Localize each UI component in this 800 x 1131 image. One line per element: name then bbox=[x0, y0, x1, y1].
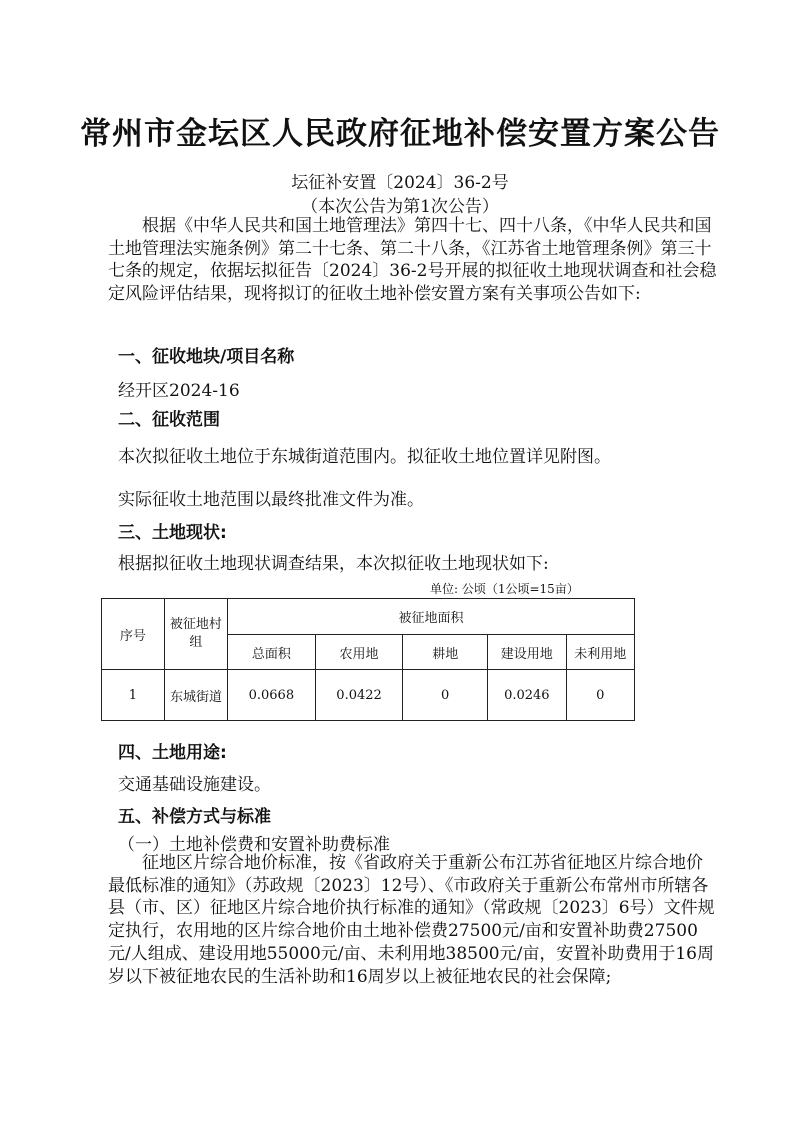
section-3-body: 根据拟征收土地现状调查结果，本次拟征收土地现状如下: bbox=[118, 554, 549, 574]
header-unused-land: 未利用地 bbox=[566, 635, 634, 670]
cell-total-area: 0.0668 bbox=[228, 670, 316, 721]
header-village-group bbox=[164, 599, 227, 670]
section-5-heading: 五、补偿方式与标准 bbox=[118, 807, 271, 827]
cell-farmland: 0.0422 bbox=[315, 670, 403, 721]
section-4-body: 交通基础设施建设。 bbox=[118, 775, 271, 795]
section-5-body: 征地区片综合地价标准，按《省政府关于重新公布江苏省征地区片综合地价最低标准的通知》（苏政规〔2023〕12号）、《市政府关于重新公布常州市所辖各县（市、区）征地区片综合地价执行标准的通知》（常政规〔2023〕6号）文件规定执行，农用地的区片综合地价由土地补偿费27500元/亩和安置补助费27500元/人组成、建设用地55000元/亩、未利用地38500元/亩，安置补助费用于16周岁以下被征地农民的生活补助和16周岁以上被征地农民的社会保障; bbox=[108, 853, 715, 987]
section-2-body-2: 实际征收土地范围以最终批准文件为准。 bbox=[118, 490, 424, 510]
header-arable-land: 耕地 bbox=[403, 635, 488, 670]
land-status-table bbox=[101, 598, 635, 721]
intro-paragraph: 根据《中华人民共和国土地管理法》第四十七、四十八条，《中华人民共和国土地管理法实施条例》第二十七条、第二十八条，《江苏省土地管理条例》第三十七条的规定，依据坛拟征告〔2024〕36-2号开展的拟征收土地现状调查和社会稳定风险评估结果，现将拟订的征收土地补偿安置方案有关事项公告如下: bbox=[108, 216, 717, 305]
header-area: 被征地面积 bbox=[228, 599, 635, 635]
header-serial-number: 序号 bbox=[102, 599, 165, 670]
section-2-heading: 二、征收范围 bbox=[118, 410, 220, 430]
header-village-group-label: 被征地村组 bbox=[169, 617, 222, 650]
section-2-body-1: 本次拟征收土地位于东城街道范围内。拟征收土地位置详见附图。 bbox=[118, 447, 611, 467]
cell-serial-number: 1 bbox=[102, 670, 165, 721]
section-4-heading: 四、土地用途: bbox=[118, 743, 227, 763]
table-row bbox=[102, 670, 635, 721]
section-3-heading: 三、土地现状: bbox=[118, 523, 227, 543]
document-number: 坛征补安置〔2024〕36-2号 bbox=[291, 173, 509, 193]
header-farmland: 农用地 bbox=[315, 635, 403, 670]
header-construction-land: 建设用地 bbox=[488, 635, 567, 670]
section-1-body: 经开区2024-16 bbox=[118, 381, 240, 401]
page-title: 常州市金坛区人民政府征地补偿安置方案公告 bbox=[80, 116, 720, 152]
cell-unused-land: 0 bbox=[566, 670, 634, 721]
header-total-area: 总面积 bbox=[228, 635, 316, 670]
announcement-note: （本次公告为第1次公告） bbox=[301, 197, 499, 217]
section-1-heading: 一、征收地块/项目名称 bbox=[118, 347, 295, 367]
section-5-subheading: （一）土地补偿费和安置补助费标准 bbox=[118, 835, 390, 855]
cell-construction-land: 0.0246 bbox=[488, 670, 567, 721]
table-unit-note: 单位: 公顷（1公顷=15亩） bbox=[430, 582, 579, 596]
cell-arable-land: 0 bbox=[403, 670, 488, 721]
cell-village-group: 东城街道 bbox=[164, 670, 227, 721]
